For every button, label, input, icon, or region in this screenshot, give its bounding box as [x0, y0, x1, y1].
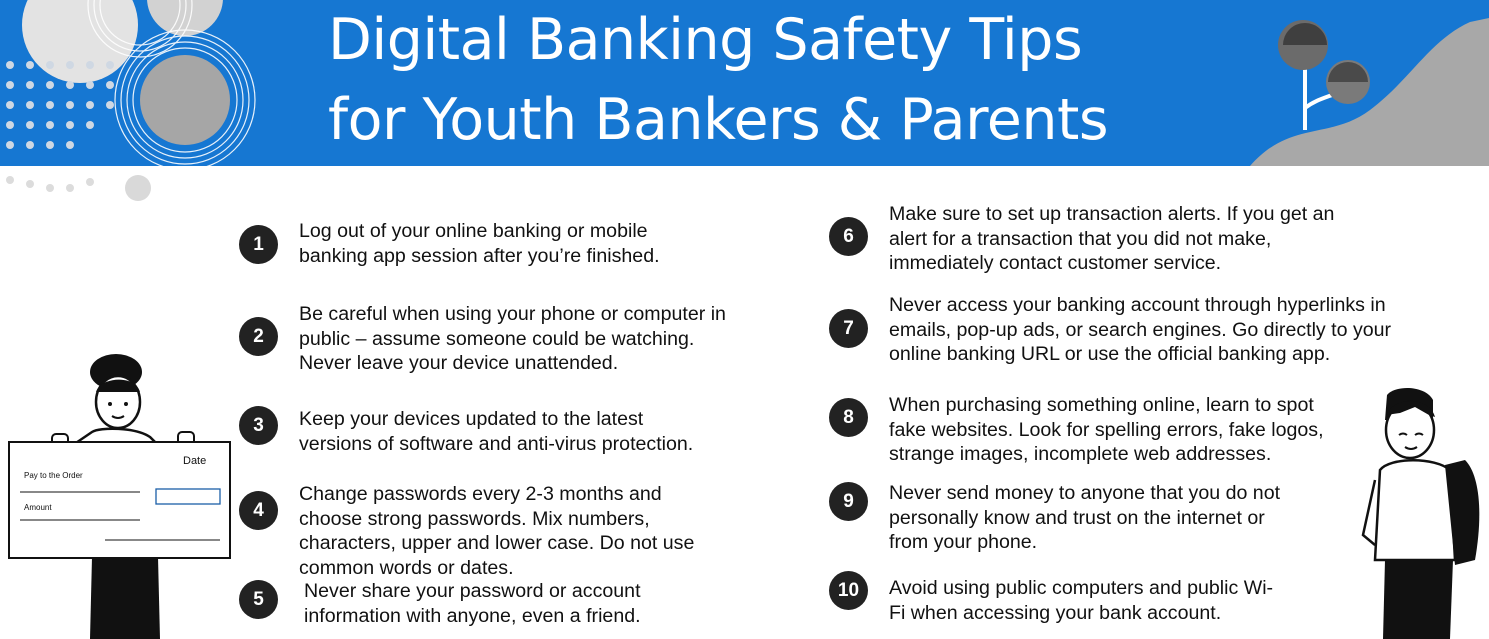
tip-6-text: Make sure to set up transaction alerts. If you get an alert for a transaction that you did not make, immediately contact customer service.	[889, 203, 1335, 274]
tip-number: 2	[239, 317, 278, 356]
check-payee-label: Pay to the Order	[24, 471, 83, 480]
tip-number: 5	[239, 580, 278, 619]
tip-number: 6	[829, 217, 868, 256]
tip-number: 1	[239, 225, 278, 264]
tip-3-badge	[239, 406, 278, 445]
page-title	[328, 0, 1108, 160]
title-line-1: Digital Banking Safety Tips	[328, 7, 1083, 73]
tip-5-text: Never share your password or account information with anyone, even a friend.	[304, 580, 641, 627]
tip-number: 9	[829, 482, 868, 521]
tip-6-badge	[829, 217, 868, 256]
check-amount-label: Amount	[24, 503, 52, 512]
tip-10-text: Avoid using public computers and public Wi- Fi when accessing your bank account.	[889, 577, 1274, 624]
tip-5-badge	[239, 580, 278, 619]
tip-4-text: Change passwords every 2-3 months and choose strong passwords. Mix numbers, characters, upper and lower case. Do not use common words or dates.	[299, 483, 695, 579]
tip-2-text: Be careful when using your phone or computer in public – assume someone could be watching. Never leave your device unattended.	[299, 303, 726, 374]
tip-3-text: Keep your devices updated to the latest versions of software and anti-virus protection.	[299, 408, 694, 455]
person-holding-check-illustration	[0, 352, 240, 639]
check-date-label: Date	[183, 455, 207, 467]
tip-1-badge	[239, 225, 278, 264]
tip-number: 10	[829, 571, 868, 610]
tip-2-badge	[239, 317, 278, 356]
tip-7-text: Never access your banking account through hyperlinks in emails, pop-up ads, or search engines. Go directly to your online banking URL or use the official banking app.	[889, 294, 1392, 365]
title-line-2: for Youth Bankers & Parents	[328, 87, 1109, 153]
tip-8-badge	[829, 398, 868, 437]
tip-9-badge	[829, 482, 868, 521]
tip-number: 8	[829, 398, 868, 437]
tip-4-badge	[239, 491, 278, 530]
tip-number: 7	[829, 309, 868, 348]
tip-7-badge	[829, 309, 868, 348]
tip-10-badge	[829, 571, 868, 610]
tip-number: 3	[239, 406, 278, 445]
student-with-backpack-illustration	[1355, 385, 1489, 639]
header-banner	[0, 0, 1489, 166]
tip-number: 4	[239, 491, 278, 530]
dots-decoration	[0, 166, 160, 206]
tip-1-text: Log out of your online banking or mobile banking app session after you’re finished.	[299, 220, 660, 267]
tip-9-text: Never send money to anyone that you do not personally know and trust on the internet or from your phone.	[889, 482, 1281, 553]
tip-8-text: When purchasing something online, learn to spot fake websites. Look for spelling errors, fake logos, strange images, incomplete web addresses.	[889, 394, 1324, 465]
